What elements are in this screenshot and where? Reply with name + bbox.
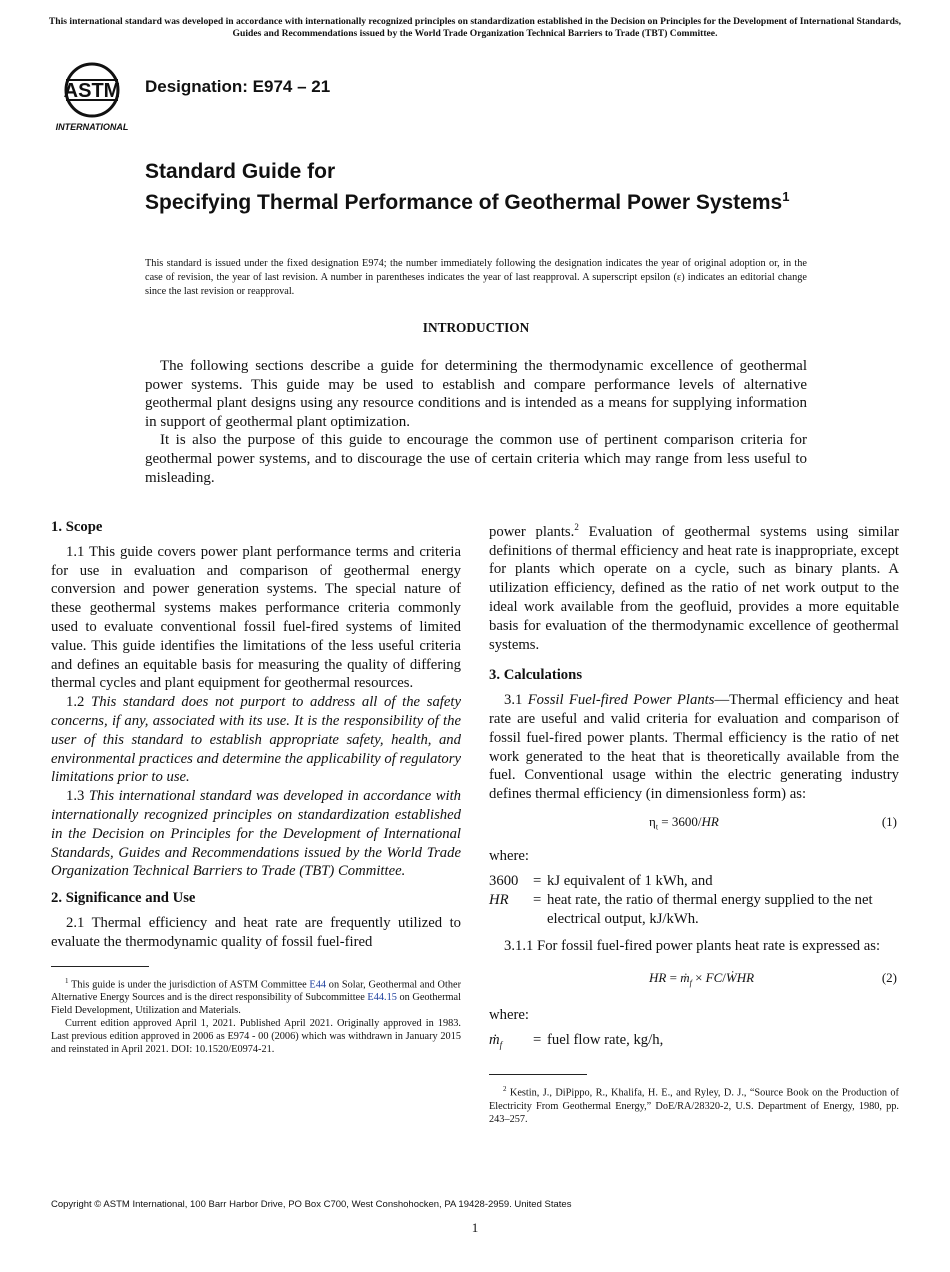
intro-paragraph-2: It is also the purpose of this guide to encourage the common use of pertinent comparison criteria for geothermal power systems, and to discourage the use of certain criteria which may range from less useful to misleading.	[145, 432, 807, 486]
para-2-1: 2.1 Thermal efficiency and heat rate are frequently utilized to evaluate the thermodynamic quality of fossil fuel-fired	[51, 914, 461, 950]
document-title	[145, 159, 845, 215]
standards-notice: This international standard was developed in accordance with internationally recognized principles on standardization established in the Decision on Principles for the Development of International Standards, Guides and Recommendations issued by the World Trade Organization Technical Barriers to Trade (TBT) Committee.	[48, 16, 902, 39]
footnote-ref-2: 2	[574, 522, 579, 532]
significance-heading: 2. Significance and Use	[51, 890, 196, 907]
logo-org: INTERNATIONAL	[55, 122, 129, 132]
para-1-1: 1.1 This guide covers power plant performance terms and criteria for use in evaluation and comparison of geothermal energy conversion and power generation systems. The special nature of these geothermal systems makes performance criteria commonly used to evaluate conventional fossil fuel-fired systems of limited value. This guide identifies the limitations of the less useful criteria and defines an equitable basis for measuring the quality of differing thermal cycles and plant equipment for geothermal resources.	[51, 543, 461, 692]
copyright: Copyright © ASTM International, 100 Barr Harbor Drive, PO Box C700, West Conshohocken, PA 19428-2959. United States	[51, 1199, 572, 1210]
where-1: where:	[489, 848, 529, 865]
footnote-1-edition: Current edition approved April 1, 2021. Published April 2021. Originally approved in 1983. Last previous edition approved in 2006 as E974 - 00 (2006) which was withdrawn in January 2015 and reinstated in April 2021. DOI: 10.1520/E0974-21.	[51, 1017, 461, 1055]
para-2-1-continued: power plants.$^2$ Evaluation of geothermal systems using similar definitions of thermal efficiency and heat rate is inappropriate, except for plants which operate on a cycle, such as binary plants. A utilization efficiency, defined as the ratio of net work output to the ideal work available from the geofluid, provides a more equitable basis for evaluation of the thermodynamic excellence of geothermal systems.	[489, 522, 900, 653]
para-1-2: 1.2 This standard does not purport to address all of the safety concerns, if any, associated with its use. It is the responsibility of the user of this standard to establish appropriate safety, health, and environmental practices and determine the applicability of regulatory limitations prior to use.	[51, 694, 462, 786]
variables-1: 3600 = kJ equivalent of 1 kWh, and HR = heat rate, the ratio of thermal energy supplied to the net electrical output, kJ/kWh.	[489, 873, 873, 927]
scope-heading: 1. Scope	[51, 519, 103, 535]
equation-1-number: (1)	[881, 814, 897, 830]
equation-2-number: (2)	[881, 970, 897, 986]
footnote-divider-2	[489, 1074, 587, 1075]
where-2: where:	[489, 1006, 529, 1023]
introduction	[145, 357, 807, 487]
subcommittee-link[interactable]: E44.15	[367, 991, 397, 1003]
var-3600: 3600	[489, 873, 519, 890]
var-hr: HR	[489, 892, 509, 909]
astm-logo	[52, 56, 136, 134]
page-number: 1	[471, 1220, 479, 1235]
logo-letters: ASTM	[63, 80, 121, 102]
right-column	[489, 518, 899, 1126]
para-1-3: 1.3 This international standard was developed in accordance with internationally recognized principles on standardization established in the Decision on Principles for the Development of International Standards, Guides and Recommendations issued by the World Trade Organization Technical Barriers to Trade (TBT) Committee.	[51, 788, 461, 880]
var-mf: ṁ$_f$	[489, 1031, 503, 1050]
committee-link[interactable]: E44	[309, 978, 327, 990]
issue-note: This standard is issued under the fixed designation E974; the number immediately following the designation indicates the year of original adoption or, in the case of revision, the year of last revision. A number in parentheses indicates the year of last reapproval. A superscript epsilon (ε) indicates an editorial change since the last revision or reapproval.	[145, 258, 807, 297]
designation: Designation: E974 – 21	[145, 77, 331, 96]
footnote-divider	[51, 966, 149, 967]
para-3-1: 3.1 Fossil Fuel-fired Power Plants—Thermal efficiency and heat rate are useful and valid criteria for evaluation and comparison of fossil fuel-fired power plants. Thermal efficiency is the ratio of net work generated to the heat that is theoretically available from the fuel. Conventional usage within the electric generating industry defines thermal efficiency (in dimensionless form) as:	[489, 692, 899, 803]
title-line-2: Specifying Thermal Performance of Geothermal Power Systems$^1$	[145, 189, 790, 214]
title-line-1: Standard Guide for	[145, 160, 336, 183]
equation-1: $\eta_t = 3600/HR$ (1)	[489, 813, 899, 837]
variables-2: ṁ$_f$ = fuel flow rate, kg/h,	[489, 1031, 899, 1055]
equation-2: HR = ṁ$_f$ × FC/ẆHR (2)	[489, 969, 899, 993]
footnote-2: $^2$ Kestin, J., DiPippo, R., Khalifa, H. E., and Ryley, D. J., “Source Book on the Production of Electricity From Geothermal Energy,” DoE/RA/28320-2, U.S. Department of Energy, 1980, pp. 243–257.	[489, 1085, 899, 1125]
introduction-heading: INTRODUCTION	[422, 320, 530, 335]
calculations-heading: 3. Calculations	[489, 667, 583, 684]
para-3-1-1: 3.1.1 For fossil fuel-fired power plants heat rate is expressed as:	[504, 937, 881, 954]
title-footnote-ref: 1	[782, 189, 790, 204]
left-column	[51, 518, 461, 1056]
footnote-1: $^1$ This guide is under the jurisdiction of ASTM Committee E44 on Solar, Geothermal and Other Alternative Energy Sources and is the direct responsibility of Subcommittee E44.15 on Geothermal Field Development, Utilization and Materials. Current edition approved April 1, 2021. Published April 2021. Originally approved in 1983. Last previous edition approved in 2006 as E974 - 00 (2006) which was withdrawn in January 2015 and reinstated in April 2021. DOI: 10.1520/E0974-21.	[51, 976, 461, 1055]
intro-paragraph-1: The following sections describe a guide for determining the thermodynamic excellence of geothermal power systems. This guide may be used to establish and compare performance levels of alternative geothermal plant designs using any resource conditions and is intended as a means for supplying information in support of geothermal plant optimization.	[145, 358, 807, 430]
